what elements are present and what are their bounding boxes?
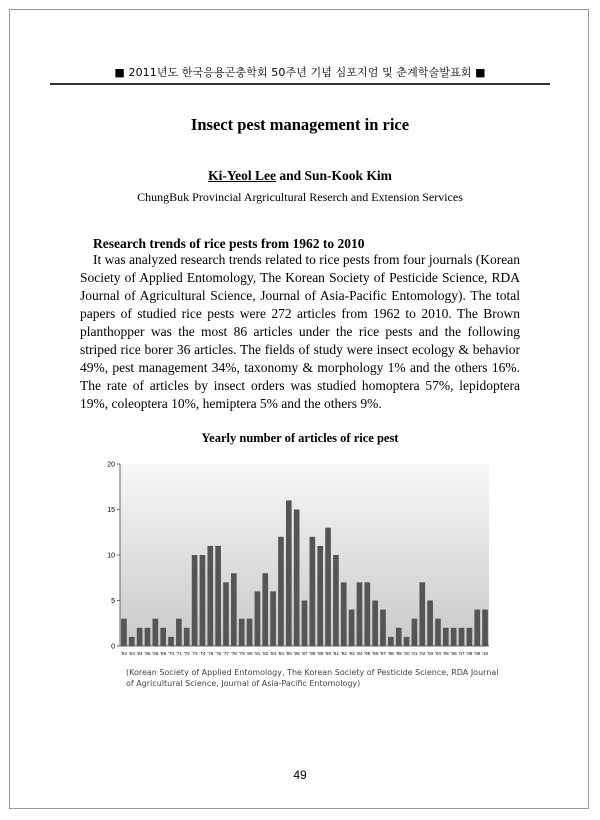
x-tick-label: '82 xyxy=(262,651,269,656)
bar xyxy=(412,619,418,646)
bar xyxy=(404,637,410,646)
bar xyxy=(396,628,402,646)
x-tick-label: '66 xyxy=(152,651,159,656)
x-tick-label: '83 xyxy=(270,651,277,656)
x-tick-label: '00 xyxy=(403,651,410,656)
bar xyxy=(215,546,221,646)
x-tick-label: '63 xyxy=(128,651,135,656)
x-tick-label: '03 xyxy=(427,651,434,656)
bar xyxy=(341,582,347,646)
x-tick-label: '74 xyxy=(199,651,206,656)
bar xyxy=(176,619,182,646)
bar xyxy=(427,601,433,647)
bar xyxy=(153,619,159,646)
x-tick-label: '08 xyxy=(466,651,473,656)
paper-title: Insect pest management in rice xyxy=(190,115,410,134)
x-tick-label: '10 xyxy=(482,651,489,656)
bar xyxy=(286,500,292,646)
x-tick-label: '85 xyxy=(285,651,292,656)
bar xyxy=(451,628,457,646)
bar-chart xyxy=(100,455,500,663)
x-tick-label: '77 xyxy=(222,651,229,656)
x-tick-label: '06 xyxy=(450,651,457,656)
x-tick-label: '71 xyxy=(175,651,182,656)
y-tick-label: 20 xyxy=(107,461,115,469)
y-tick-label: 0 xyxy=(111,643,115,651)
x-tick-label: '87 xyxy=(301,651,308,656)
x-tick-label: '94 xyxy=(356,651,363,656)
bar xyxy=(419,582,425,646)
bar xyxy=(255,591,261,646)
x-tick-label: '93 xyxy=(348,651,355,656)
x-tick-label: '07 xyxy=(458,651,465,656)
other-authors: and Sun-Kook Kim xyxy=(275,168,392,183)
bar xyxy=(294,510,300,647)
x-tick-label: '02 xyxy=(419,651,426,656)
x-tick-label: '62 xyxy=(120,651,127,656)
paper-authors xyxy=(0,168,600,184)
x-tick-label: '69 xyxy=(160,651,167,656)
x-tick-label: '65 xyxy=(144,651,151,656)
bar xyxy=(137,628,143,646)
x-tick-label: '01 xyxy=(411,651,418,656)
bar xyxy=(160,628,166,646)
bar xyxy=(302,601,308,647)
bar xyxy=(467,628,473,646)
conference-header: ■ 2011년도 한국응용곤충학회 50주년 기념 심포지엄 및 춘계학술발표회 ■ xyxy=(114,66,486,79)
bar xyxy=(200,555,206,646)
page-number: 49 xyxy=(293,768,307,782)
chart-source-note: (Korean Society of Applied Entomology, The Korean Society of Pesticide Science, RDA Journal of Agricultural Science, Journal of Asia-Pacific Entomology) xyxy=(126,668,499,688)
x-tick-label: '76 xyxy=(215,651,222,656)
bar xyxy=(443,628,449,646)
bar xyxy=(223,582,229,646)
x-tick-label: '70 xyxy=(168,651,175,656)
x-tick-label: '92 xyxy=(340,651,347,656)
x-tick-label: '72 xyxy=(183,651,190,656)
bar xyxy=(482,610,488,646)
affiliation: ChungBuk Provincial Argricultural Reserch and Extension Services xyxy=(137,190,463,204)
x-tick-label: '75 xyxy=(207,651,214,656)
bar xyxy=(364,582,370,646)
bar xyxy=(184,628,190,646)
y-tick-label: 10 xyxy=(107,552,115,560)
y-tick-label: 15 xyxy=(107,507,115,514)
bar xyxy=(372,601,378,647)
x-tick-label: '84 xyxy=(277,651,284,656)
x-tick-label: '91 xyxy=(332,651,339,656)
bar xyxy=(231,573,237,646)
x-tick-label: '81 xyxy=(254,651,261,656)
x-tick-label: '73 xyxy=(191,651,198,656)
bar xyxy=(192,555,198,646)
bar xyxy=(247,619,253,646)
bar xyxy=(349,610,355,646)
bar xyxy=(207,546,213,646)
x-tick-label: '79 xyxy=(238,651,245,656)
x-tick-label: '90 xyxy=(325,651,332,656)
bar xyxy=(388,637,394,646)
x-tick-label: '89 xyxy=(317,651,324,656)
body-paragraph: It was analyzed research trends related to rice pests from four journals (Korean Society of Applied Entomology, The Korean Society of Pesticide Science, RDA Journal of Agricultural Science, Journal of Asia-Pacific Entomology). The total papers of studied rice pests were 272 articles from 1962 to 2010. The Brown planthopper was the most 86 articles under the rice pests and the following striped rice borer 36 articles. The fields of study were insect ecology & behavior 49%, pest management 34%, taxonomy & morphology 1% and the others 16%. The rate of articles by insect orders was studied homoptera 57%, lepidoptera 19%, coleoptera 10%, hemiptera 5% and the others 9%. xyxy=(80,252,520,412)
bar xyxy=(239,619,245,646)
bar xyxy=(317,546,323,646)
x-tick-label: '88 xyxy=(309,651,316,656)
bar xyxy=(325,528,331,646)
x-tick-label: '86 xyxy=(293,651,300,656)
bar xyxy=(168,637,174,646)
bar xyxy=(474,610,480,646)
x-tick-label: '64 xyxy=(136,651,143,656)
chart-title: Yearly number of articles of rice pest xyxy=(201,431,399,445)
x-tick-label: '80 xyxy=(246,651,253,656)
section-heading: Research trends of rice pests from 1962 to 2010 xyxy=(93,236,365,251)
bar xyxy=(262,573,268,646)
x-tick-label: '99 xyxy=(395,651,402,656)
x-tick-label: '97 xyxy=(380,651,387,656)
bar xyxy=(380,610,386,646)
bar xyxy=(121,619,127,646)
x-tick-label: '95 xyxy=(364,651,371,656)
bar xyxy=(129,637,135,646)
bar xyxy=(357,582,363,646)
x-tick-label: '04 xyxy=(434,651,441,656)
x-tick-label: '09 xyxy=(474,651,481,656)
bar xyxy=(278,537,284,646)
x-tick-label: '98 xyxy=(387,651,394,656)
x-tick-label: '05 xyxy=(442,651,449,656)
bar xyxy=(435,619,441,646)
bar xyxy=(333,555,339,646)
x-tick-label: '96 xyxy=(372,651,379,656)
x-tick-label: '78 xyxy=(230,651,237,656)
bar xyxy=(310,537,316,646)
bar xyxy=(459,628,465,646)
first-author: Ki-Yeol Lee xyxy=(208,168,276,183)
y-tick-label: 5 xyxy=(111,598,115,605)
bar xyxy=(145,628,151,646)
bar xyxy=(270,591,276,646)
header-rule xyxy=(50,83,550,85)
